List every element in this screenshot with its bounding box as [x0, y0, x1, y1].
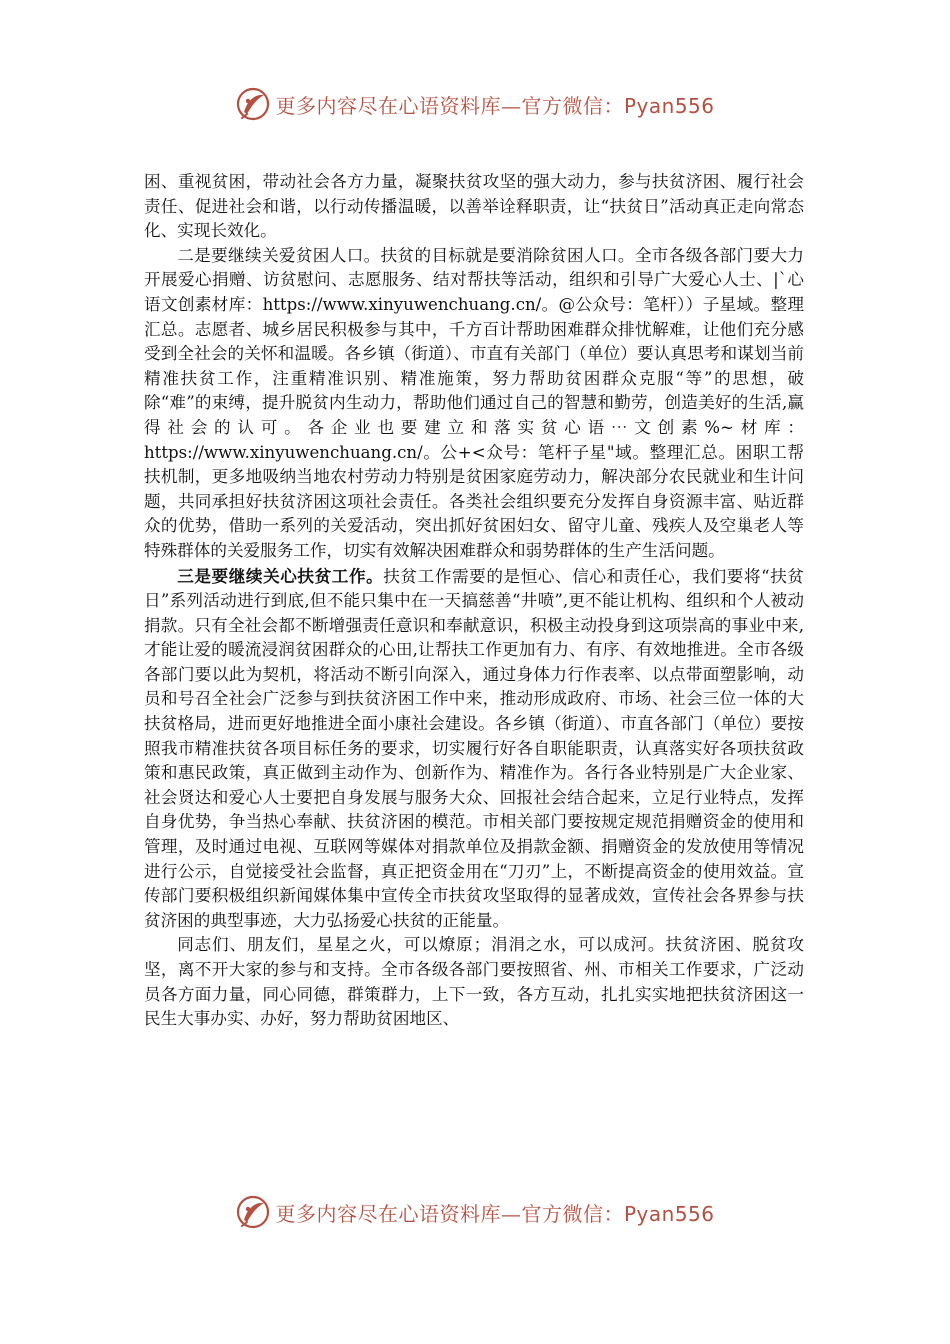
header-banner-text: 更多内容尽在心语资料库—官方微信：Pyan556	[275, 93, 715, 118]
paragraph-2: 二是要继续关爱贫困人口。扶贫的目标就是要消除贫困人口。全市各级各部门要大力开展爱心捐赠、访贫慰问、志愿服务、结对帮扶等活动，组织和引导广大爱心人士、|`心语文创素材库：https://www.xinyuwenchuang.cn/。@公众号：笔杆））子星域。整理汇总。志愿者、城乡居民积极参与其中，千方百计帮助困难群众排忧解难，让他们充分感受到全社会的关怀和温暖。各乡镇（街道）、市直有关部门（单位）要认真思考和谋划当前精准扶贫工作，注重精准识别、精准施策，努力帮助贫困群众克服“等”的思想，破除“难”的束缚，提升脱贫内生动力，帮助他们通过自己的智慧和勤劳，创造美好的生活,赢得社会的认可。各企业也要建立和落实贫心语⋯文创素%~材库：https://www.xinyuwenchuang.cn/。公+<众号：笔杆子星"域。整理汇总。困职工帮扶机制，更多地吸纳当地农村劳动力特别是贫困家庭劳动力，解决部分农民就业和生计问题，共同承担好扶贫济困这项社会责任。各类社会组织要充分发挥自身资源丰富、贴近群众的优势，借助一系列的关爱活动，突出抓好贫困妇女、留守儿童、残疾人及空巢老人等特殊群体的关爱服务工作，切实有效解决困难群众和弱势群体的生产生活问题。	[144, 245, 804, 560]
paragraph-4: 同志们、朋友们，星星之火，可以燎原；涓涓之水，可以成河。扶贫济困、脱贫攻坚，离不开大家的参与和支持。全市各级各部门要按照省、州、市相关工作要求，广泛动员各方面力量，同心同德，群策群力，上下一致，各方互动，扎扎实实地把扶贫济困这一民生大事办实、办好，努力帮助贫困地区、	[144, 935, 804, 1029]
logo-icon	[235, 1194, 271, 1230]
header-banner	[0, 82, 950, 126]
logo-icon	[235, 86, 271, 122]
footer-banner	[0, 1190, 950, 1234]
paragraph-3	[144, 564, 804, 934]
footer-banner-text: 更多内容尽在心语资料库—官方微信：Pyan556	[275, 1201, 715, 1226]
document-body	[144, 170, 804, 1032]
paragraph-3-lead: 三是要继续关心扶贫工作。	[177, 565, 384, 586]
paragraph-1: 困、重视贫困，带动社会各方力量，凝聚扶贫攻坚的强大动力，参与扶贫济困、履行社会责任、促进社会和谐，以行动传播温暖，以善举诠释职责，让“扶贫日”活动真正走向常态化、实现长效化。	[144, 172, 804, 241]
paragraph-3-text: 扶贫工作需要的是恒心、信心和责任心，我们要将“扶贫日”系列活动进行到底,但不能只集中在一天搞慈善“井喷”,更不能让机构、组织和个人被动捐款。只有全社会都不断增强责任意识和奉献意识，积极主动投身到这项崇高的事业中来,才能让爱的暖流浸润贫困群众的心田,让帮扶工作更加有力、有序、有效地推进。全市各级各部门要以此为契机，将活动不断引向深入，通过身体力行作表率、以点带面塑影响，动员和号召全社会广泛参与到扶贫济困工作中来，推动形成政府、市场、社会三位一体的大扶贫格局，进而更好地推进全面小康社会建设。各乡镇（街道）、市直各部门（单位）要按照我市精准扶贫各项目标任务的要求，切实履行好各自职能职责，认真落实好各项扶贫政策和惠民政策，真正做到主动作为、创新作为、精准作为。各行各业特别是广大企业家、社会贤达和爱心人士要把自身发展与服务大众、回报社会结合起来，立足行业特点，发挥自身优势，争当热心奉献、扶贫济困的模范。市相关部门要按规定规范捐赠资金的使用和管理，及时通过电视、互联网等媒体对捐款单位及捐款金额、捐赠资金的发放使用等情况进行公示，自觉接受社会监督，真正把资金用在“刀刃”上，不断提高资金的使用效益。宣传部门要积极组织新闻媒体集中宣传全市扶贫攻坚取得的显著成效，宣传社会各界参与扶贫济困的典型事迹，大力弘扬爱心扶贫的正能量。	[144, 566, 804, 930]
